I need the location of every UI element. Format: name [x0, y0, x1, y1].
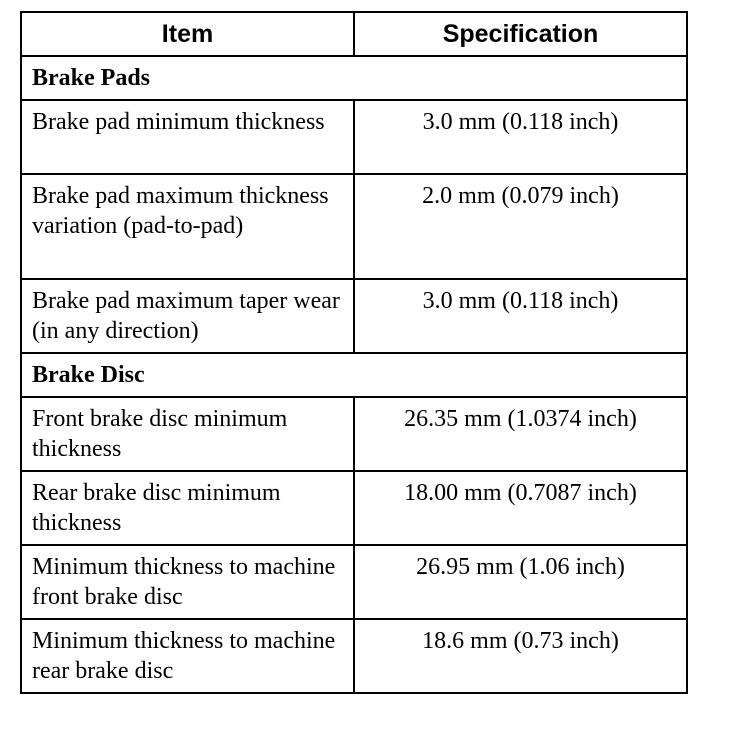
spec-cell: 26.35 mm (1.0374 inch)	[354, 397, 687, 471]
header-specification: Specification	[354, 12, 687, 56]
table-row	[21, 397, 687, 471]
section-title-brake-pads: Brake Pads	[21, 56, 687, 100]
table-row	[21, 471, 687, 545]
section-row-brake-pads	[21, 56, 687, 100]
item-cell: Front brake disc minimum thickness	[21, 397, 354, 471]
spec-cell: 3.0 mm (0.118 inch)	[354, 100, 687, 174]
table-row	[21, 545, 687, 619]
spec-cell: 26.95 mm (1.06 inch)	[354, 545, 687, 619]
item-cell: Brake pad maximum taper wear (in any direction)	[21, 279, 354, 353]
item-cell: Minimum thickness to machine front brake disc	[21, 545, 354, 619]
table-row	[21, 279, 687, 353]
header-item: Item	[21, 12, 354, 56]
spec-cell: 3.0 mm (0.118 inch)	[354, 279, 687, 353]
item-cell: Minimum thickness to machine rear brake disc	[21, 619, 354, 693]
spec-table	[20, 11, 688, 694]
spec-cell: 18.00 mm (0.7087 inch)	[354, 471, 687, 545]
section-row-brake-disc	[21, 353, 687, 397]
section-title-brake-disc: Brake Disc	[21, 353, 687, 397]
header-row	[21, 12, 687, 56]
spec-cell: 18.6 mm (0.73 inch)	[354, 619, 687, 693]
spec-cell: 2.0 mm (0.079 inch)	[354, 174, 687, 279]
table-row	[21, 174, 687, 279]
item-cell: Rear brake disc minimum thickness	[21, 471, 354, 545]
table-row	[21, 619, 687, 693]
table-row	[21, 100, 687, 174]
item-cell: Brake pad maximum thickness variation (pad-to-pad)	[21, 174, 354, 279]
item-cell: Brake pad minimum thickness	[21, 100, 354, 174]
